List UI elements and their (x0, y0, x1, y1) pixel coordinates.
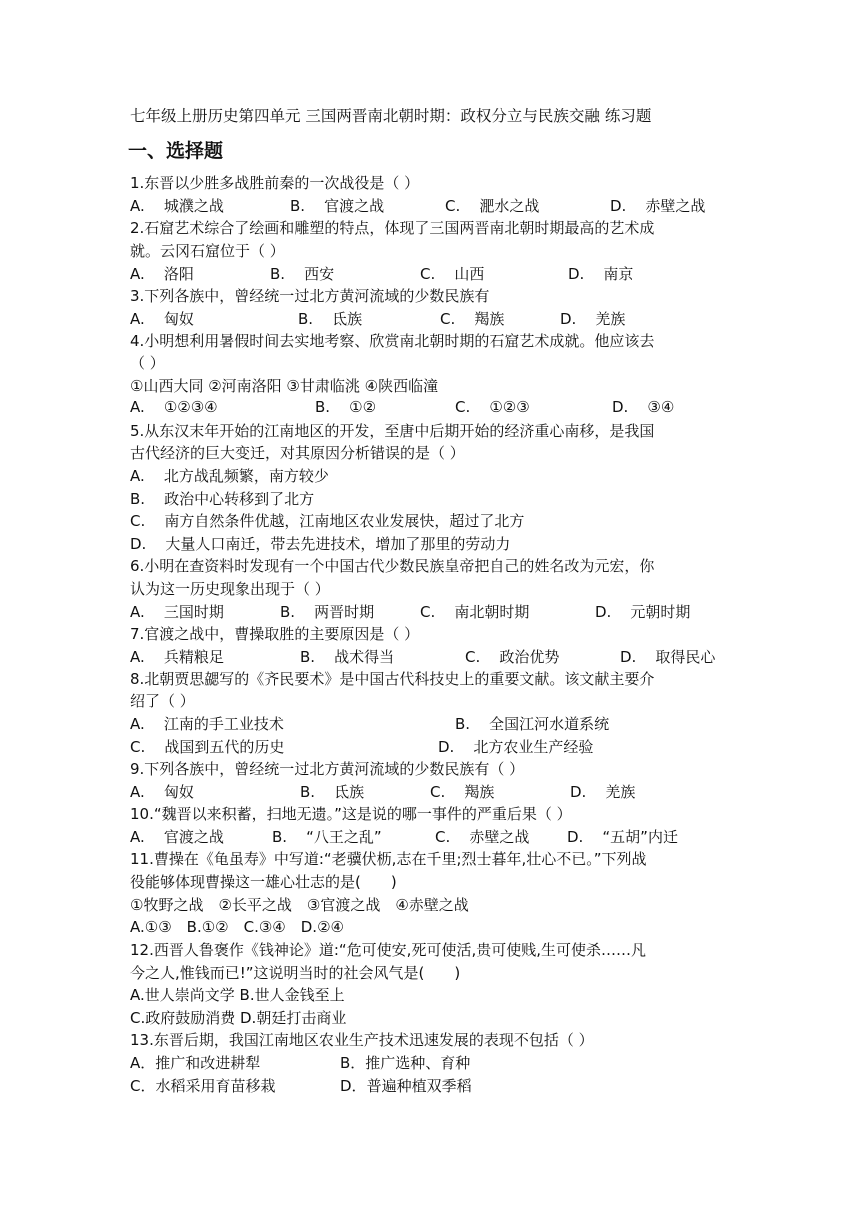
question-1-option-b: B. 官渡之战 (290, 197, 385, 215)
question-7-stem: 7.官渡之战中，曹操取胜的主要原因是（ ） (130, 625, 420, 643)
question-4-stem-line3: ①山西大同 ②河南洛阳 ③甘肃临洮 ④陕西临潼 (130, 377, 439, 395)
question-8-option-a: A. 江南的手工业技术 (130, 715, 284, 733)
question-7-option-a: A. 兵精粮足 (130, 648, 224, 666)
question-11-stem-line3: ①牧野之战 ②长平之战 ③官渡之战 ④赤壁之战 (130, 896, 469, 914)
question-11-stem-line1: 11.曹操在《龟虽寿》中写道:“老骥伏枥,志在千里;烈士暮年,壮心不已。”下列战 (130, 850, 647, 868)
question-1-stem: 1.东晋以少胜多战胜前秦的一次战役是（ ） (130, 174, 420, 192)
question-1-option-d: D. 赤壁之战 (610, 197, 706, 215)
question-3-option-d: D. 羌族 (560, 310, 626, 328)
question-9-option-c: C. 羯族 (430, 783, 495, 801)
question-3-option-b: B. 氐族 (298, 310, 363, 328)
question-6-option-c: C. 南北朝时期 (420, 603, 530, 621)
question-3-option-c: C. 羯族 (440, 310, 505, 328)
question-8-option-b: B. 全国江河水道系统 (455, 715, 610, 733)
question-5-option-b: B. 政治中心转移到了北方 (130, 490, 315, 508)
question-3-option-a: A. 匈奴 (130, 310, 194, 328)
question-8-option-c: C. 战国到五代的历史 (130, 738, 285, 756)
question-1-option-a: A. 城濮之战 (130, 197, 224, 215)
question-4-option-b: B. ①② (315, 398, 377, 416)
question-11-stem-line2: 役能够体现曹操这一雄心壮志的是( ) (130, 873, 397, 891)
question-13-option-c: C．水稻采用育苗移栽 (130, 1077, 276, 1095)
question-12-options-ab: A.世人崇尚文学 B.世人金钱至上 (130, 986, 345, 1004)
question-9-option-b: B. 氐族 (300, 783, 365, 801)
question-13-option-a: A．推广和改进耕犁 (130, 1054, 261, 1072)
question-6-stem-line1: 6.小明在查资料时发现有一个中国古代少数民族皇帝把自己的姓名改为元宏，你 (130, 557, 655, 575)
question-7-option-c: C. 政治优势 (465, 648, 560, 666)
question-9-option-d: D. 羌族 (570, 783, 636, 801)
question-5-option-a: A. 北方战乱频繁，南方较少 (130, 467, 329, 485)
question-2-stem-line2: 就。云冈石窟位于（ ） (130, 242, 285, 260)
question-5-option-d: D. 大量人口南迁，带去先进技术，增加了那里的劳动力 (130, 535, 511, 553)
question-2-option-a: A. 洛阳 (130, 265, 194, 283)
question-2-option-b: B. 西安 (270, 265, 335, 283)
question-2-option-d: D. 南京 (568, 265, 634, 283)
question-13-option-b: B．推广选种、育种 (340, 1054, 471, 1072)
question-5-option-c: C. 南方自然条件优越，江南地区农业发展快，超过了北方 (130, 512, 525, 530)
question-1-option-c: C. 淝水之战 (445, 197, 540, 215)
question-2-option-c: C. 山西 (420, 265, 485, 283)
question-6-option-d: D. 元朝时期 (595, 603, 691, 621)
question-4-option-c: C. ①②③ (455, 398, 530, 416)
question-5-stem-line1: 5.从东汉末年开始的江南地区的开发，至唐中后期开始的经济重心南移，是我国 (130, 422, 655, 440)
question-13-stem: 13.东晋后期，我国江南地区农业生产技术迅速发展的表现不包括（ ） (130, 1031, 594, 1049)
question-10-option-d: D. “五胡”内迁 (567, 828, 678, 846)
question-10-option-c: C. 赤壁之战 (435, 828, 530, 846)
question-6-option-a: A. 三国时期 (130, 603, 224, 621)
question-3-stem: 3.下列各族中，曾经统一过北方黄河流域的少数民族有 (130, 287, 490, 305)
question-10-option-b: B. “八王之乱” (272, 828, 382, 846)
question-8-option-d: D. 北方农业生产经验 (438, 738, 594, 756)
question-11-options: A.①③ B.①② C.③④ D.②④ (130, 918, 344, 936)
question-7-option-d: D. 取得民心 (620, 648, 716, 666)
question-4-option-a: A. ①②③④ (130, 398, 218, 416)
question-9-stem: 9.下列各族中，曾经统一过北方黄河流域的少数民族有（ ） (130, 760, 525, 778)
question-8-stem-line2: 绍了（ ） (130, 692, 195, 710)
question-12-stem-line1: 12.西晋人鲁褒作《钱神论》道:“危可使安,死可使活,贵可使贱,生可使杀……凡 (130, 941, 646, 959)
question-4-stem-line2: （ ） (130, 354, 165, 372)
question-4-stem-line1: 4.小明想利用暑假时间去实地考察、欣赏南北朝时期的石窟艺术成就。他应该去 (130, 332, 655, 350)
question-2-stem-line1: 2.石窟艺术综合了绘画和雕塑的特点，体现了三国两晋南北朝时期最高的艺术成 (130, 219, 655, 237)
section-heading: 一、选择题 (128, 140, 224, 162)
question-6-stem-line2: 认为这一历史现象出现于（ ） (130, 580, 330, 598)
question-5-stem-line2: 古代经济的巨大变迁，对其原因分析错误的是（ ） (130, 444, 465, 462)
question-13-option-d: D．普遍种植双季稻 (340, 1077, 472, 1095)
question-12-options-cd: C.政府鼓励消费 D.朝廷打击商业 (130, 1009, 347, 1027)
question-10-stem: 10.“魏晋以来积蓄，扫地无遗。”这是说的哪一事件的严重后果（ ） (130, 805, 572, 823)
question-7-option-b: B. 战术得当 (300, 648, 395, 666)
question-9-option-a: A. 匈奴 (130, 783, 194, 801)
question-10-option-a: A. 官渡之战 (130, 828, 224, 846)
question-4-option-d: D. ③④ (612, 398, 675, 416)
question-6-option-b: B. 两晋时期 (280, 603, 375, 621)
worksheet-title: 七年级上册历史第四单元 三国两晋南北朝时期：政权分立与民族交融 练习题 (130, 107, 652, 125)
question-8-stem-line1: 8.北朝贾思勰写的《齐民要术》是中国古代科技史上的重要文献。该文献主要介 (130, 670, 655, 688)
question-12-stem-line2: 今之人,惟钱而已!”这说明当时的社会风气是( ) (130, 964, 461, 982)
